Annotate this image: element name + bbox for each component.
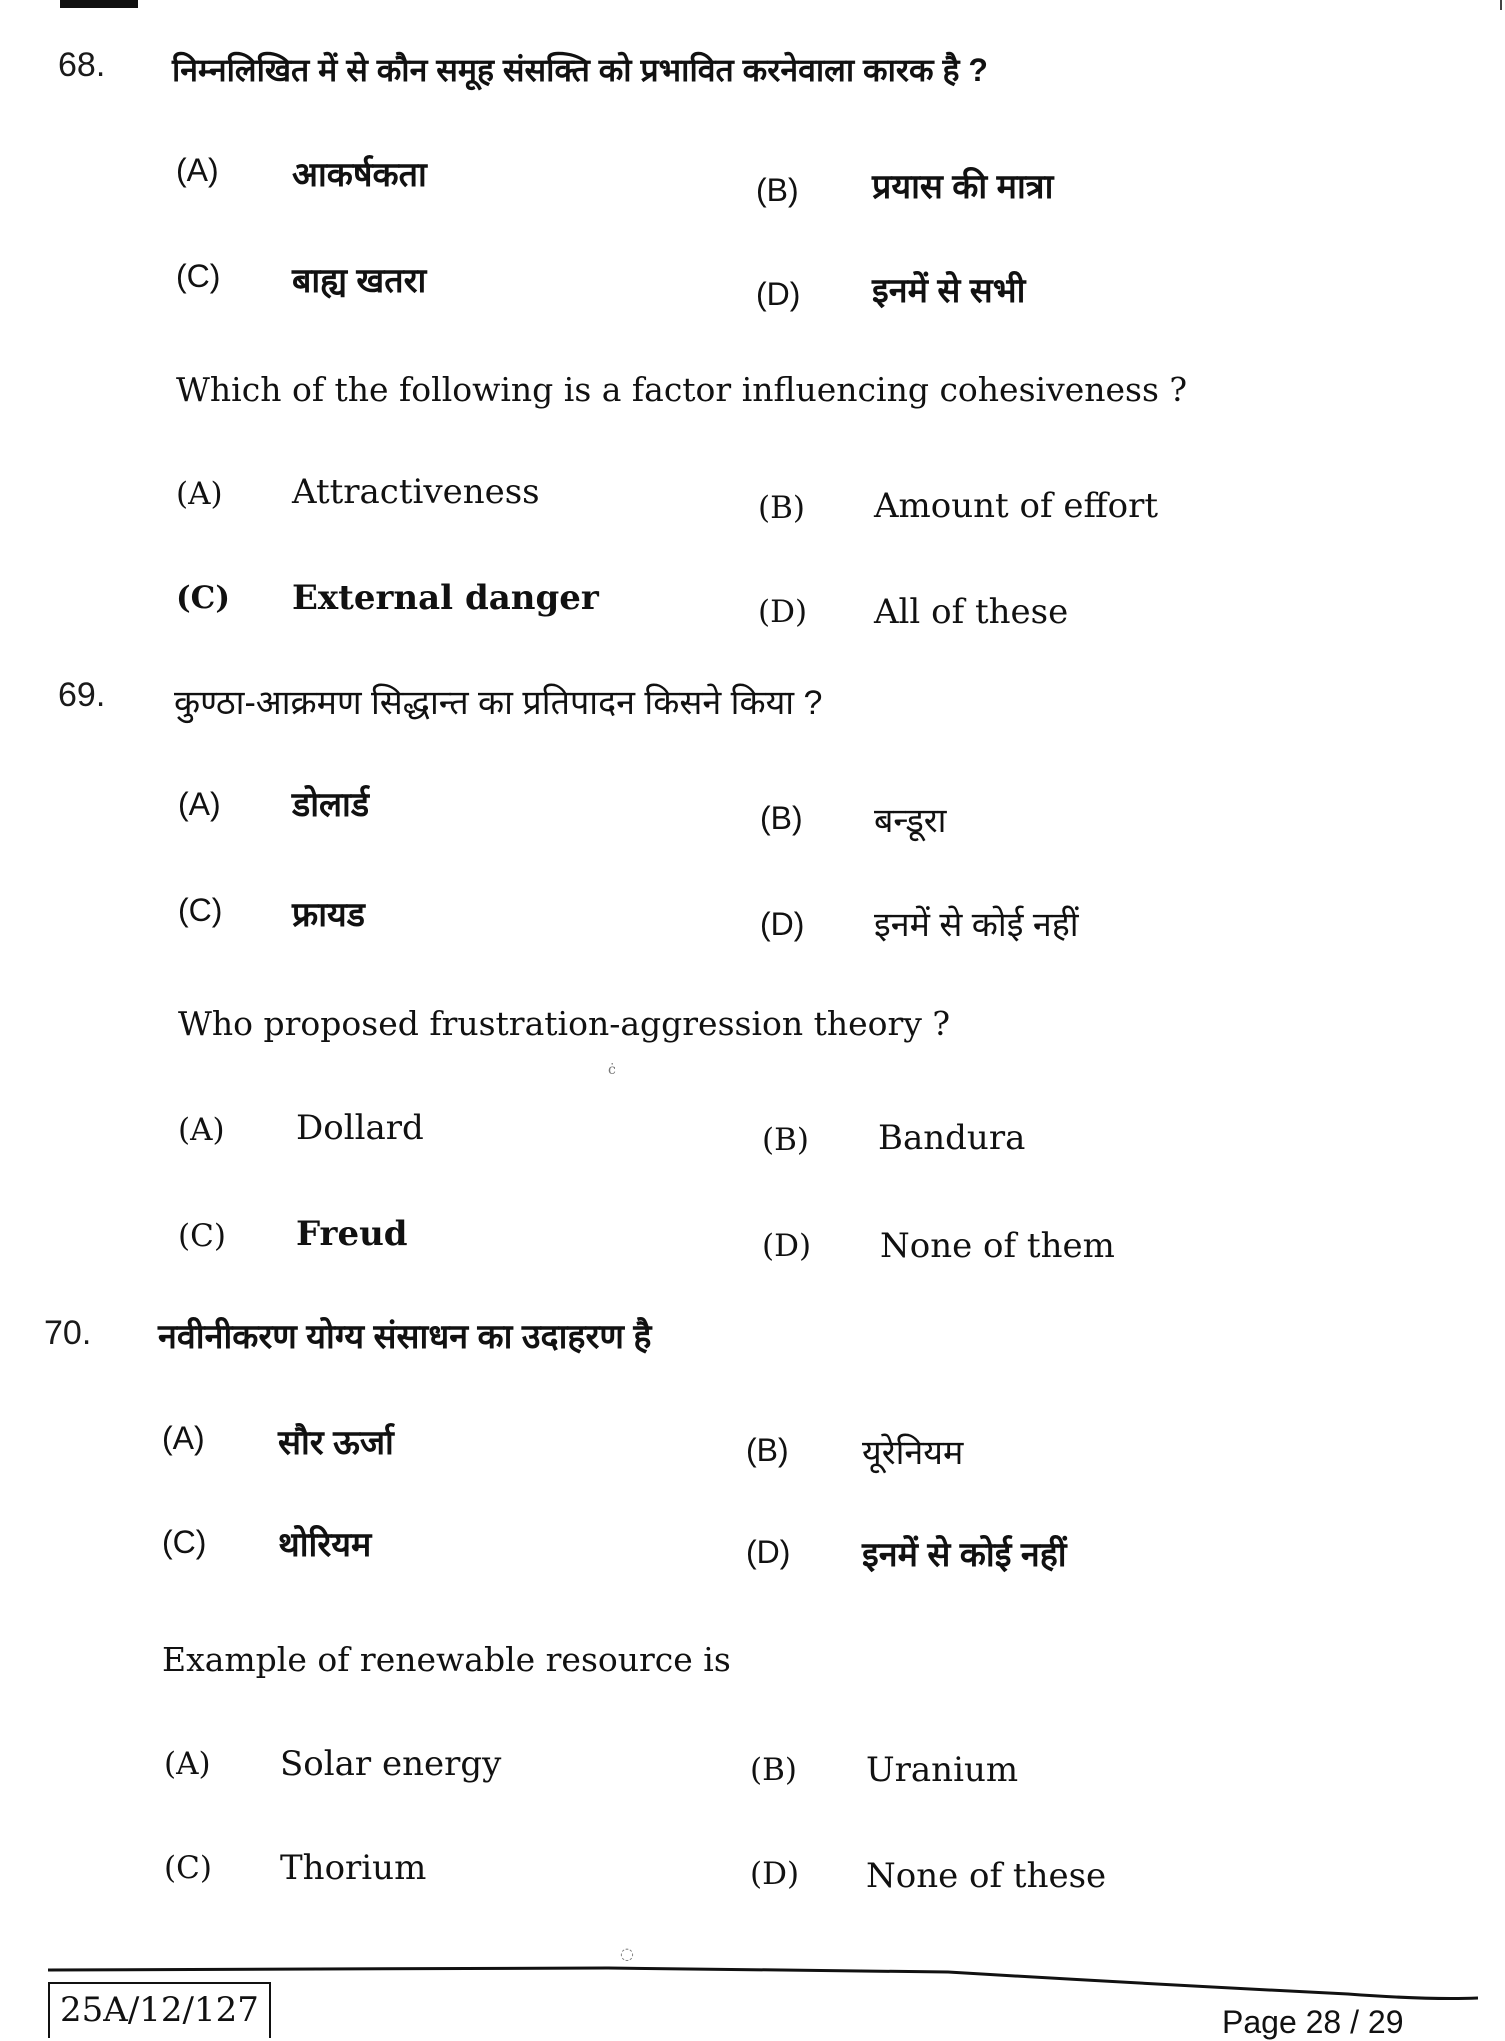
option-a-english: Dollard [296,1108,424,1148]
option-d-english: None of these [866,1856,1107,1896]
option-a-english: Attractiveness [292,472,540,512]
option-c-english: Thorium [280,1848,427,1888]
option-d-english: None of them [880,1226,1115,1266]
option-label-c: (C) [178,892,223,928]
top-right-tick-mark [1500,0,1502,10]
option-b-hindi: प्रयास की मात्रा [872,168,1054,206]
option-label-a: (A) [162,1420,205,1456]
option-b-english: Amount of effort [874,486,1159,526]
option-label-c: (C) [176,258,221,294]
option-a-hindi: आकर्षकता [292,156,427,194]
option-label-b: (B) [746,1432,789,1468]
option-label-d: (D) [760,906,805,942]
question-text-hindi: कुण्ठा-आक्रमण सिद्धान्त का प्रतिपादन किसने किया ? [174,684,823,722]
option-label-d: (D) [758,594,808,630]
option-c-hindi: बाह्य खतरा [292,262,427,300]
question-text-english: Example of renewable resource is [162,1640,731,1679]
option-label-a: (A) [178,786,221,822]
option-a-hindi: डोलार्ड [292,786,370,824]
question-text-hindi: निम्नलिखित में से कौन समूह संसक्ति को प्रभावित करनेवाला कारक है ? [172,52,988,88]
option-label-c: (C) [162,1524,207,1560]
scan-speck: ċ [608,1062,616,1078]
question-text-english: Who proposed frustration-aggression theory ? [178,1004,951,1043]
option-d-english: All of these [874,592,1069,632]
option-c-hindi: फ्रायड [292,896,365,934]
page-number: Page 28 / 29 [1222,2004,1404,2040]
option-a-english: Solar energy [280,1744,502,1784]
option-label-a: (A) [178,1112,225,1148]
option-label-a: (A) [176,152,219,188]
option-label-b: (B) [760,800,803,836]
paper-code-box: 25A/12/127 [48,1982,271,2038]
option-label-b: (B) [756,172,799,208]
question-number: 69. [58,676,106,714]
option-label-d: (D) [756,276,801,312]
option-c-hindi: थोरियम [278,1526,372,1564]
option-label-c: (C) [178,1218,226,1254]
option-b-hindi: यूरेनियम [862,1434,964,1472]
scan-speck: ◌ [620,1944,634,1963]
option-b-english: Uranium [866,1750,1019,1790]
option-c-english: External danger [292,578,599,618]
option-d-hindi: इनमें से कोई नहीं [862,1536,1067,1574]
top-scan-mark [60,0,138,8]
option-b-english: Bandura [878,1118,1026,1158]
option-label-b: (B) [758,490,805,526]
option-b-hindi: बन्डूरा [874,802,947,840]
question-number: 70. [44,1314,92,1352]
option-c-english: Freud [296,1214,408,1254]
option-label-c: (C) [164,1850,212,1886]
option-label-c: (C) [176,580,231,616]
option-label-b: (B) [762,1122,809,1158]
option-a-hindi: सौर ऊर्जा [278,1424,394,1462]
question-text-english: Which of the following is a factor influencing cohesiveness ? [176,370,1188,409]
question-text-hindi: नवीनीकरण योग्य संसाधन का उदाहरण है [158,1318,652,1356]
option-d-hindi: इनमें से सभी [872,272,1026,310]
option-d-hindi: इनमें से कोई नहीं [874,906,1079,944]
option-label-d: (D) [750,1856,800,1892]
option-label-a: (A) [164,1746,211,1782]
option-label-d: (D) [762,1228,812,1264]
question-number: 68. [58,46,106,84]
option-label-a: (A) [176,476,223,512]
option-label-d: (D) [746,1534,791,1570]
option-label-b: (B) [750,1752,797,1788]
